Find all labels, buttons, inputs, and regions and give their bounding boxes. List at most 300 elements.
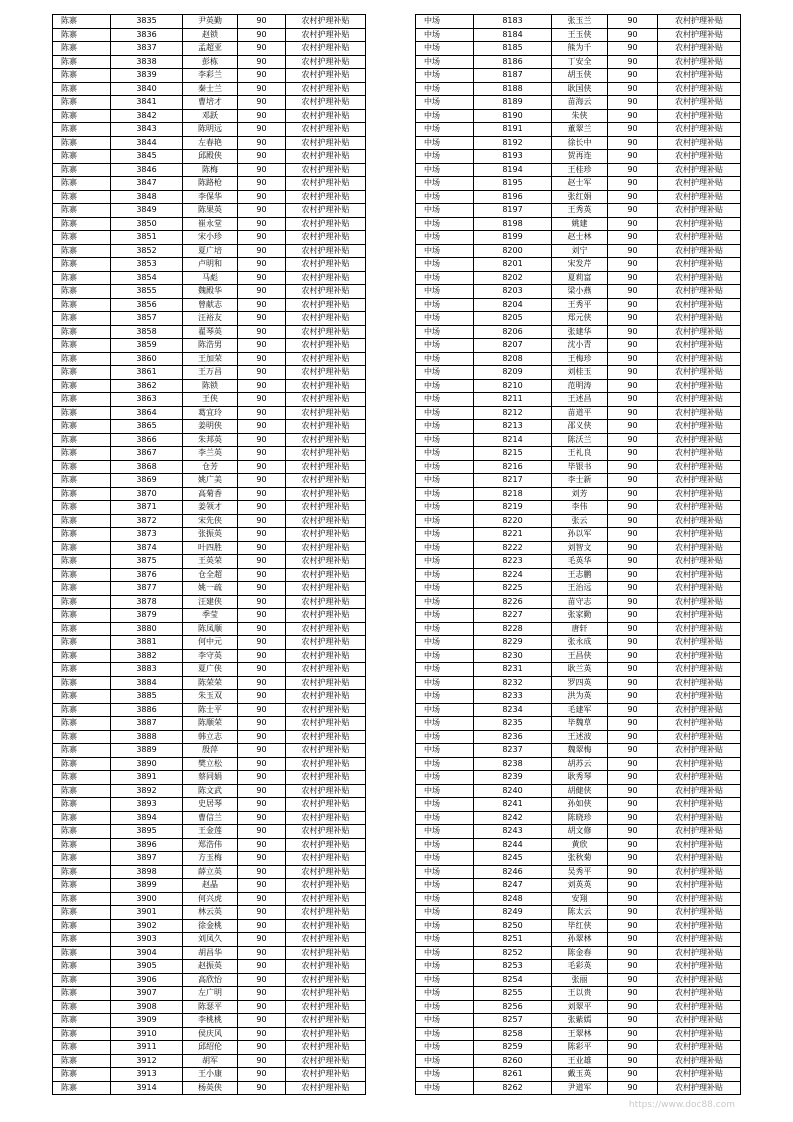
name-cell: 王玉侠 bbox=[552, 28, 608, 42]
town-cell: 中场 bbox=[416, 271, 474, 285]
amount-cell: 90 bbox=[238, 487, 286, 501]
name-cell: 杨英侠 bbox=[183, 1081, 238, 1095]
table-row bbox=[53, 879, 366, 893]
name-cell: 王翠林 bbox=[552, 1027, 608, 1041]
table-row bbox=[53, 352, 366, 366]
id-cell: 8212 bbox=[474, 406, 552, 420]
name-cell: 孙如侠 bbox=[552, 798, 608, 812]
type-cell: 农村护理补贴 bbox=[286, 1014, 366, 1028]
name-cell: 陈果英 bbox=[183, 204, 238, 218]
name-cell: 李保华 bbox=[183, 190, 238, 204]
id-cell: 3865 bbox=[111, 420, 183, 434]
type-cell: 农村护理补贴 bbox=[658, 190, 741, 204]
id-cell: 8235 bbox=[474, 717, 552, 731]
type-cell: 农村护理补贴 bbox=[286, 339, 366, 353]
town-cell: 陈寨 bbox=[53, 447, 111, 461]
id-cell: 3883 bbox=[111, 663, 183, 677]
table-row bbox=[416, 136, 741, 150]
amount-cell: 90 bbox=[608, 1068, 658, 1082]
id-cell: 3840 bbox=[111, 82, 183, 96]
amount-cell: 90 bbox=[238, 177, 286, 191]
name-cell: 赵晶 bbox=[183, 879, 238, 893]
town-cell: 中场 bbox=[416, 987, 474, 1001]
type-cell: 农村护理补贴 bbox=[286, 352, 366, 366]
town-cell: 中场 bbox=[416, 514, 474, 528]
town-cell: 陈寨 bbox=[53, 1068, 111, 1082]
amount-cell: 90 bbox=[238, 69, 286, 83]
id-cell: 3891 bbox=[111, 771, 183, 785]
type-cell: 农村护理补贴 bbox=[658, 1054, 741, 1068]
type-cell: 农村护理补贴 bbox=[658, 379, 741, 393]
id-cell: 3855 bbox=[111, 285, 183, 299]
id-cell: 8242 bbox=[474, 811, 552, 825]
type-cell: 农村护理补贴 bbox=[286, 177, 366, 191]
table-row bbox=[53, 1054, 366, 1068]
amount-cell: 90 bbox=[238, 649, 286, 663]
amount-cell: 90 bbox=[238, 730, 286, 744]
type-cell: 农村护理补贴 bbox=[286, 433, 366, 447]
town-cell: 中场 bbox=[416, 163, 474, 177]
type-cell: 农村护理补贴 bbox=[286, 393, 366, 407]
type-cell: 农村护理补贴 bbox=[286, 973, 366, 987]
table-row bbox=[416, 150, 741, 164]
type-cell: 农村护理补贴 bbox=[286, 28, 366, 42]
table-row bbox=[53, 703, 366, 717]
type-cell: 农村护理补贴 bbox=[286, 946, 366, 960]
type-cell: 农村护理补贴 bbox=[286, 190, 366, 204]
id-cell: 8257 bbox=[474, 1014, 552, 1028]
amount-cell: 90 bbox=[238, 271, 286, 285]
amount-cell: 90 bbox=[608, 1054, 658, 1068]
town-cell: 陈寨 bbox=[53, 528, 111, 542]
id-cell: 3846 bbox=[111, 163, 183, 177]
id-cell: 8250 bbox=[474, 919, 552, 933]
type-cell: 农村护理补贴 bbox=[286, 987, 366, 1001]
type-cell: 农村护理补贴 bbox=[658, 528, 741, 542]
town-cell: 陈寨 bbox=[53, 55, 111, 69]
town-cell: 陈寨 bbox=[53, 82, 111, 96]
table-row bbox=[416, 1027, 741, 1041]
id-cell: 3848 bbox=[111, 190, 183, 204]
id-cell: 3894 bbox=[111, 811, 183, 825]
type-cell: 农村护理补贴 bbox=[658, 825, 741, 839]
id-cell: 8244 bbox=[474, 838, 552, 852]
table-row bbox=[416, 528, 741, 542]
type-cell: 农村护理补贴 bbox=[658, 717, 741, 731]
amount-cell: 90 bbox=[238, 771, 286, 785]
id-cell: 3847 bbox=[111, 177, 183, 191]
type-cell: 农村护理补贴 bbox=[286, 366, 366, 380]
town-cell: 中场 bbox=[416, 946, 474, 960]
amount-cell: 90 bbox=[238, 703, 286, 717]
table-row bbox=[53, 163, 366, 177]
id-cell: 3835 bbox=[111, 15, 183, 29]
type-cell: 农村护理补贴 bbox=[286, 285, 366, 299]
name-cell: 葛宜玲 bbox=[183, 406, 238, 420]
name-cell: 陈浩男 bbox=[183, 339, 238, 353]
table-row bbox=[416, 109, 741, 123]
id-cell: 8207 bbox=[474, 339, 552, 353]
type-cell: 农村护理补贴 bbox=[286, 325, 366, 339]
id-cell: 8217 bbox=[474, 474, 552, 488]
name-cell: 赵振英 bbox=[183, 960, 238, 974]
name-cell: 戴玉英 bbox=[552, 1068, 608, 1082]
id-cell: 8183 bbox=[474, 15, 552, 29]
table-row bbox=[53, 528, 366, 542]
table-row bbox=[416, 771, 741, 785]
town-cell: 陈寨 bbox=[53, 231, 111, 245]
id-cell: 8214 bbox=[474, 433, 552, 447]
town-cell: 中场 bbox=[416, 1054, 474, 1068]
name-cell: 罗四英 bbox=[552, 676, 608, 690]
table-row bbox=[416, 649, 741, 663]
town-cell: 中场 bbox=[416, 393, 474, 407]
town-cell: 中场 bbox=[416, 69, 474, 83]
name-cell: 张永成 bbox=[552, 636, 608, 650]
town-cell: 陈寨 bbox=[53, 298, 111, 312]
type-cell: 农村护理补贴 bbox=[658, 150, 741, 164]
name-cell: 陈顺荣 bbox=[183, 717, 238, 731]
amount-cell: 90 bbox=[608, 622, 658, 636]
table-row bbox=[416, 811, 741, 825]
type-cell: 农村护理补贴 bbox=[286, 771, 366, 785]
town-cell: 中场 bbox=[416, 865, 474, 879]
town-cell: 陈寨 bbox=[53, 190, 111, 204]
type-cell: 农村护理补贴 bbox=[286, 123, 366, 137]
table-row bbox=[416, 879, 741, 893]
table-row bbox=[416, 96, 741, 110]
name-cell: 李彩兰 bbox=[183, 69, 238, 83]
town-cell: 陈寨 bbox=[53, 366, 111, 380]
id-cell: 8236 bbox=[474, 730, 552, 744]
table-row bbox=[53, 1081, 366, 1095]
amount-cell: 90 bbox=[608, 771, 658, 785]
amount-cell: 90 bbox=[608, 258, 658, 272]
table-row bbox=[416, 271, 741, 285]
id-cell: 3836 bbox=[111, 28, 183, 42]
town-cell: 中场 bbox=[416, 568, 474, 582]
type-cell: 农村护理补贴 bbox=[658, 703, 741, 717]
amount-cell: 90 bbox=[608, 474, 658, 488]
amount-cell: 90 bbox=[608, 217, 658, 231]
type-cell: 农村护理补贴 bbox=[286, 717, 366, 731]
type-cell: 农村护理补贴 bbox=[658, 271, 741, 285]
town-cell: 陈寨 bbox=[53, 460, 111, 474]
name-cell: 孙翠林 bbox=[552, 933, 608, 947]
name-cell: 耿国侠 bbox=[552, 82, 608, 96]
type-cell: 农村护理补贴 bbox=[286, 879, 366, 893]
table-row bbox=[416, 204, 741, 218]
town-cell: 中场 bbox=[416, 555, 474, 569]
id-cell: 8234 bbox=[474, 703, 552, 717]
name-cell: 王述波 bbox=[552, 730, 608, 744]
type-cell: 农村护理补贴 bbox=[658, 879, 741, 893]
id-cell: 3900 bbox=[111, 892, 183, 906]
name-cell: 王礼良 bbox=[552, 447, 608, 461]
name-cell: 曹信兰 bbox=[183, 811, 238, 825]
town-cell: 中场 bbox=[416, 960, 474, 974]
name-cell: 孙以军 bbox=[552, 528, 608, 542]
id-cell: 3859 bbox=[111, 339, 183, 353]
name-cell: 张振英 bbox=[183, 528, 238, 542]
name-cell: 陈士平 bbox=[183, 703, 238, 717]
type-cell: 农村护理补贴 bbox=[658, 1027, 741, 1041]
id-cell: 3888 bbox=[111, 730, 183, 744]
amount-cell: 90 bbox=[608, 325, 658, 339]
id-cell: 3837 bbox=[111, 42, 183, 56]
type-cell: 农村护理补贴 bbox=[658, 501, 741, 515]
id-cell: 3843 bbox=[111, 123, 183, 137]
id-cell: 8252 bbox=[474, 946, 552, 960]
town-cell: 陈寨 bbox=[53, 1041, 111, 1055]
town-cell: 陈寨 bbox=[53, 838, 111, 852]
id-cell: 8239 bbox=[474, 771, 552, 785]
type-cell: 农村护理补贴 bbox=[658, 757, 741, 771]
table-row bbox=[416, 217, 741, 231]
name-cell: 毕红侠 bbox=[552, 919, 608, 933]
town-cell: 中场 bbox=[416, 825, 474, 839]
id-cell: 3882 bbox=[111, 649, 183, 663]
town-cell: 陈寨 bbox=[53, 325, 111, 339]
id-cell: 3870 bbox=[111, 487, 183, 501]
table-row bbox=[53, 204, 366, 218]
town-cell: 陈寨 bbox=[53, 798, 111, 812]
amount-cell: 90 bbox=[608, 487, 658, 501]
town-cell: 陈寨 bbox=[53, 568, 111, 582]
town-cell: 陈寨 bbox=[53, 676, 111, 690]
amount-cell: 90 bbox=[238, 609, 286, 623]
id-cell: 3871 bbox=[111, 501, 183, 515]
town-cell: 陈寨 bbox=[53, 1000, 111, 1014]
type-cell: 农村护理补贴 bbox=[658, 892, 741, 906]
id-cell: 8206 bbox=[474, 325, 552, 339]
town-cell: 陈寨 bbox=[53, 244, 111, 258]
town-cell: 陈寨 bbox=[53, 852, 111, 866]
id-cell: 3838 bbox=[111, 55, 183, 69]
table-row bbox=[53, 109, 366, 123]
id-cell: 8255 bbox=[474, 987, 552, 1001]
name-cell: 薛立英 bbox=[183, 865, 238, 879]
town-cell: 中场 bbox=[416, 258, 474, 272]
type-cell: 农村护理补贴 bbox=[658, 676, 741, 690]
town-cell: 陈寨 bbox=[53, 973, 111, 987]
table-row bbox=[416, 28, 741, 42]
type-cell: 农村护理补贴 bbox=[658, 946, 741, 960]
type-cell: 农村护理补贴 bbox=[658, 231, 741, 245]
id-cell: 8245 bbox=[474, 852, 552, 866]
town-cell: 中场 bbox=[416, 109, 474, 123]
amount-cell: 90 bbox=[238, 366, 286, 380]
amount-cell: 90 bbox=[608, 676, 658, 690]
town-cell: 陈寨 bbox=[53, 946, 111, 960]
town-cell: 陈寨 bbox=[53, 136, 111, 150]
id-cell: 3913 bbox=[111, 1068, 183, 1082]
town-cell: 陈寨 bbox=[53, 541, 111, 555]
name-cell: 秦士兰 bbox=[183, 82, 238, 96]
table-row bbox=[53, 379, 366, 393]
type-cell: 农村护理补贴 bbox=[286, 568, 366, 582]
name-cell: 姚广美 bbox=[183, 474, 238, 488]
table-row bbox=[416, 15, 741, 29]
amount-cell: 90 bbox=[608, 541, 658, 555]
name-cell: 魏翠梅 bbox=[552, 744, 608, 758]
town-cell: 中场 bbox=[416, 730, 474, 744]
type-cell: 农村护理补贴 bbox=[286, 109, 366, 123]
name-cell: 刘宁 bbox=[552, 244, 608, 258]
town-cell: 中场 bbox=[416, 28, 474, 42]
name-cell: 何中元 bbox=[183, 636, 238, 650]
amount-cell: 90 bbox=[608, 352, 658, 366]
table-row bbox=[53, 730, 366, 744]
town-cell: 陈寨 bbox=[53, 825, 111, 839]
amount-cell: 90 bbox=[608, 136, 658, 150]
town-cell: 陈寨 bbox=[53, 217, 111, 231]
table-row bbox=[416, 973, 741, 987]
id-cell: 8192 bbox=[474, 136, 552, 150]
town-cell: 中场 bbox=[416, 1014, 474, 1028]
type-cell: 农村护理补贴 bbox=[658, 987, 741, 1001]
id-cell: 3879 bbox=[111, 609, 183, 623]
amount-cell: 90 bbox=[238, 474, 286, 488]
amount-cell: 90 bbox=[608, 366, 658, 380]
id-cell: 3845 bbox=[111, 150, 183, 164]
type-cell: 农村护理补贴 bbox=[658, 865, 741, 879]
table-row bbox=[53, 771, 366, 785]
name-cell: 苗道平 bbox=[552, 406, 608, 420]
id-cell: 3863 bbox=[111, 393, 183, 407]
type-cell: 农村护理补贴 bbox=[658, 258, 741, 272]
table-row bbox=[53, 177, 366, 191]
type-cell: 农村护理补贴 bbox=[286, 636, 366, 650]
type-cell: 农村护理补贴 bbox=[658, 744, 741, 758]
town-cell: 中场 bbox=[416, 1068, 474, 1082]
name-cell: 耿秀琴 bbox=[552, 771, 608, 785]
table-row bbox=[416, 784, 741, 798]
name-cell: 张玉兰 bbox=[552, 15, 608, 29]
amount-cell: 90 bbox=[238, 838, 286, 852]
table-row bbox=[416, 298, 741, 312]
id-cell: 8233 bbox=[474, 690, 552, 704]
table-row bbox=[53, 541, 366, 555]
id-cell: 3864 bbox=[111, 406, 183, 420]
name-cell: 夏广培 bbox=[183, 244, 238, 258]
town-cell: 陈寨 bbox=[53, 730, 111, 744]
town-cell: 陈寨 bbox=[53, 258, 111, 272]
name-cell: 左广明 bbox=[183, 987, 238, 1001]
town-cell: 中场 bbox=[416, 892, 474, 906]
id-cell: 8189 bbox=[474, 96, 552, 110]
table-row bbox=[416, 744, 741, 758]
name-cell: 王加荣 bbox=[183, 352, 238, 366]
name-cell: 尹道军 bbox=[552, 1081, 608, 1095]
name-cell: 刘桂玉 bbox=[552, 366, 608, 380]
table-row bbox=[53, 825, 366, 839]
type-cell: 农村护理补贴 bbox=[658, 730, 741, 744]
town-cell: 陈寨 bbox=[53, 177, 111, 191]
id-cell: 3849 bbox=[111, 204, 183, 218]
name-cell: 赵士军 bbox=[552, 177, 608, 191]
name-cell: 刘凤久 bbox=[183, 933, 238, 947]
type-cell: 农村护理补贴 bbox=[286, 744, 366, 758]
table-row bbox=[53, 906, 366, 920]
amount-cell: 90 bbox=[608, 393, 658, 407]
id-cell: 8246 bbox=[474, 865, 552, 879]
town-cell: 中场 bbox=[416, 838, 474, 852]
name-cell: 毕银书 bbox=[552, 460, 608, 474]
town-cell: 中场 bbox=[416, 501, 474, 515]
id-cell: 8260 bbox=[474, 1054, 552, 1068]
type-cell: 农村护理补贴 bbox=[286, 217, 366, 231]
name-cell: 王志鹏 bbox=[552, 568, 608, 582]
type-cell: 农村护理补贴 bbox=[286, 528, 366, 542]
town-cell: 中场 bbox=[416, 852, 474, 866]
name-cell: 张秋菊 bbox=[552, 852, 608, 866]
table-row bbox=[53, 852, 366, 866]
type-cell: 农村护理补贴 bbox=[286, 960, 366, 974]
id-cell: 3876 bbox=[111, 568, 183, 582]
town-cell: 陈寨 bbox=[53, 690, 111, 704]
table-row bbox=[53, 568, 366, 582]
type-cell: 农村护理补贴 bbox=[286, 892, 366, 906]
amount-cell: 90 bbox=[238, 811, 286, 825]
table-row bbox=[416, 919, 741, 933]
table-row bbox=[53, 622, 366, 636]
amount-cell: 90 bbox=[608, 285, 658, 299]
type-cell: 农村护理补贴 bbox=[286, 204, 366, 218]
amount-cell: 90 bbox=[608, 811, 658, 825]
amount-cell: 90 bbox=[608, 177, 658, 191]
id-cell: 3839 bbox=[111, 69, 183, 83]
town-cell: 中场 bbox=[416, 190, 474, 204]
table-row bbox=[53, 501, 366, 515]
table-row bbox=[416, 366, 741, 380]
table-row bbox=[53, 123, 366, 137]
table-row bbox=[53, 325, 366, 339]
type-cell: 农村护理补贴 bbox=[286, 838, 366, 852]
amount-cell: 90 bbox=[238, 528, 286, 542]
type-cell: 农村护理补贴 bbox=[286, 231, 366, 245]
type-cell: 农村护理补贴 bbox=[286, 406, 366, 420]
table-row bbox=[53, 150, 366, 164]
amount-cell: 90 bbox=[608, 717, 658, 731]
name-cell: 王述昌 bbox=[552, 393, 608, 407]
town-cell: 陈寨 bbox=[53, 312, 111, 326]
amount-cell: 90 bbox=[238, 379, 286, 393]
name-cell: 李士新 bbox=[552, 474, 608, 488]
amount-cell: 90 bbox=[608, 852, 658, 866]
name-cell: 王金莲 bbox=[183, 825, 238, 839]
town-cell: 陈寨 bbox=[53, 204, 111, 218]
name-cell: 王英荣 bbox=[183, 555, 238, 569]
name-cell: 汪建侠 bbox=[183, 595, 238, 609]
town-cell: 陈寨 bbox=[53, 69, 111, 83]
amount-cell: 90 bbox=[608, 1027, 658, 1041]
amount-cell: 90 bbox=[238, 150, 286, 164]
table-row bbox=[416, 339, 741, 353]
town-cell: 中场 bbox=[416, 771, 474, 785]
amount-cell: 90 bbox=[238, 123, 286, 137]
town-cell: 陈寨 bbox=[53, 879, 111, 893]
table-row bbox=[53, 366, 366, 380]
right-table-body bbox=[416, 15, 741, 1095]
town-cell: 中场 bbox=[416, 150, 474, 164]
id-cell: 3866 bbox=[111, 433, 183, 447]
name-cell: 樊立松 bbox=[183, 757, 238, 771]
id-cell: 3884 bbox=[111, 676, 183, 690]
id-cell: 3910 bbox=[111, 1027, 183, 1041]
name-cell: 徐长中 bbox=[552, 136, 608, 150]
name-cell: 方玉梅 bbox=[183, 852, 238, 866]
